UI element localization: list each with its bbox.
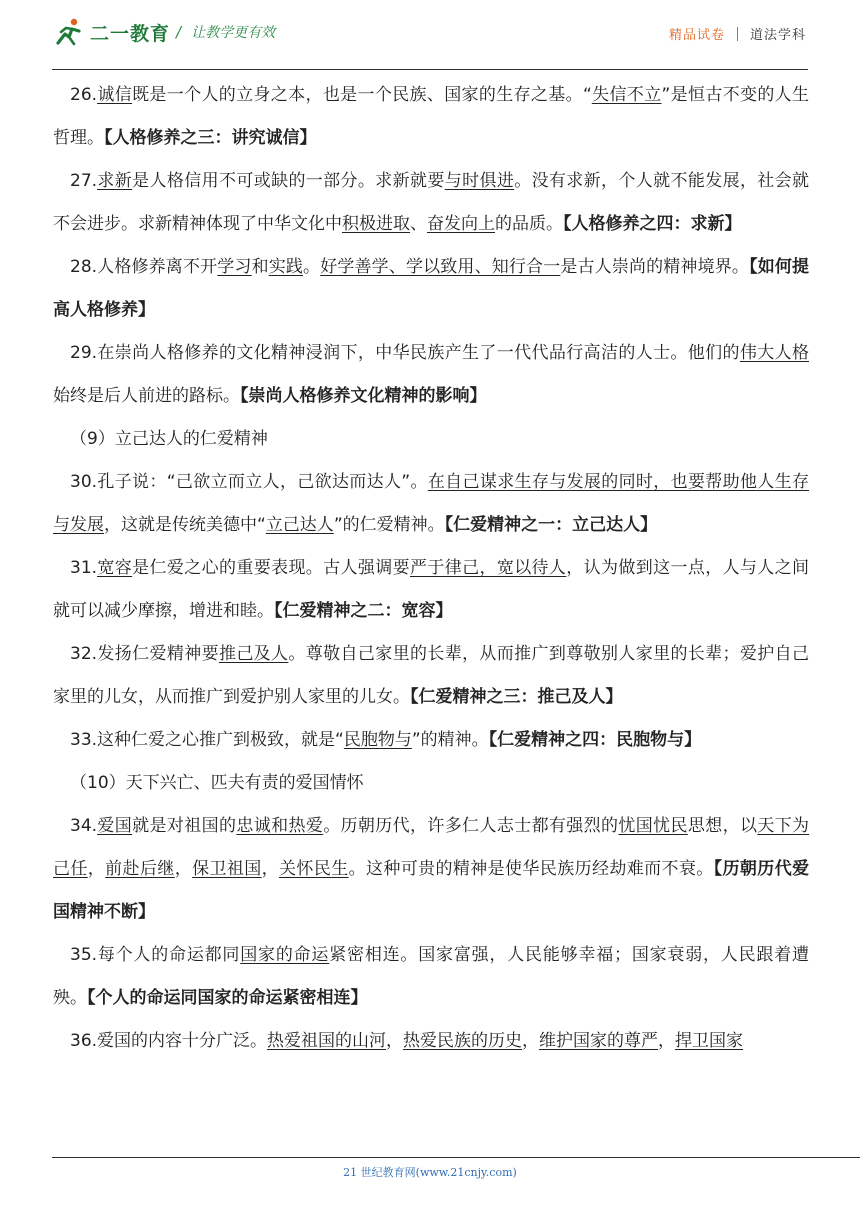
text-run: 。 bbox=[303, 257, 321, 277]
text-run: ， bbox=[386, 1031, 404, 1051]
text-run: 31. bbox=[70, 558, 98, 578]
text-run: 28.人格修养离不开 bbox=[70, 257, 218, 277]
text-run: ， bbox=[658, 1031, 676, 1051]
key-phrase: 积极进取 bbox=[342, 214, 410, 234]
key-phrase: 关怀民生 bbox=[279, 859, 349, 879]
section-tag: 【仁爱精神之三：推己及人】 bbox=[410, 687, 623, 707]
text-run: ，认为做到这一点，人与人之间就可以减少摩擦，增进和睦。 bbox=[53, 558, 810, 621]
logo-text: 二一教育 bbox=[90, 22, 171, 45]
key-phrase: 维护国家的尊严 bbox=[539, 1031, 659, 1051]
text-run: ， bbox=[174, 859, 193, 879]
key-phrase: 实践 bbox=[268, 257, 304, 277]
key-phrase: 宽容 bbox=[97, 558, 133, 578]
text-run: ”是恒古不变的人生哲理。 bbox=[53, 85, 810, 148]
paragraph bbox=[53, 633, 809, 719]
key-phrase: 诚信 bbox=[97, 85, 133, 105]
text-run: 35.每个人的命运都同 bbox=[70, 945, 241, 965]
paragraph bbox=[53, 762, 809, 805]
page-footer: 21 世纪教育网(www.21cnjy.com) bbox=[343, 1166, 517, 1179]
section-tag: 【如何提高人格修养】 bbox=[53, 257, 810, 320]
text-run: 。历朝历代，许多仁人志士都有强烈的 bbox=[323, 816, 619, 836]
header-rule bbox=[52, 69, 808, 70]
key-phrase: 保卫祖国 bbox=[192, 859, 262, 879]
runner-logo-icon bbox=[52, 17, 86, 47]
section-tag: 【仁爱精神之二：宽容】 bbox=[274, 601, 453, 621]
text-run: 是人格信用不可或缺的一部分。求新就要 bbox=[132, 171, 445, 191]
header-right bbox=[669, 24, 806, 43]
text-run: 的品质。 bbox=[495, 214, 563, 234]
paragraph bbox=[53, 547, 809, 633]
text-run: （10）天下兴亡、匹夫有责的爱国情怀 bbox=[70, 773, 364, 793]
paragraph bbox=[53, 246, 809, 332]
paragraph bbox=[53, 160, 809, 246]
section-tag: 【历朝历代爱国精神不断】 bbox=[53, 859, 810, 922]
document-body bbox=[53, 74, 809, 1063]
text-run: 是仁爱之心的重要表现。古人强调要 bbox=[132, 558, 410, 578]
paragraph bbox=[53, 74, 809, 160]
key-phrase: 爱国 bbox=[97, 816, 133, 836]
key-phrase: 忠诚和热爱 bbox=[236, 816, 324, 836]
text-run: 33.这种仁爱之心推广到极致，就是“ bbox=[70, 730, 344, 750]
text-run: 、 bbox=[410, 214, 427, 234]
key-phrase: 天下为己任 bbox=[53, 816, 810, 879]
slogan: 让教学更有效 bbox=[191, 25, 276, 41]
text-run: 26. bbox=[70, 85, 98, 105]
key-phrase: 推己及人 bbox=[218, 644, 289, 664]
key-phrase: 忧国忧民 bbox=[618, 816, 688, 836]
text-run: ”的仁爱精神。 bbox=[333, 515, 445, 535]
section-tag: 【仁爱精神之四：民胞物与】 bbox=[488, 730, 702, 750]
text-run: 34. bbox=[70, 816, 98, 836]
page-header bbox=[0, 0, 860, 70]
key-phrase: 捍卫国家 bbox=[675, 1031, 744, 1051]
text-run: ， bbox=[87, 859, 106, 879]
text-run: 36.爱国的内容十分广泛。 bbox=[70, 1031, 268, 1051]
text-run: 就是对祖国的 bbox=[132, 816, 237, 836]
section-tag: 【仁爱精神之一：立己达人】 bbox=[444, 515, 658, 535]
key-phrase: 前赴后继 bbox=[105, 859, 175, 879]
subject-label: 道法学科 bbox=[749, 28, 806, 43]
paragraph bbox=[53, 719, 809, 762]
text-run: 29.在崇尚人格修养的文化精神浸润下，中华民族产生了一代代品行高洁的人士。他们的 bbox=[70, 343, 740, 363]
text-run: 思想，以 bbox=[687, 816, 758, 836]
text-run: 既是一个人的立身之本，也是一个民族、国家的生存之基。“ bbox=[132, 85, 592, 105]
text-run: 。这种可贵的精神是使华民族历经劫难而不衰。 bbox=[348, 859, 714, 879]
key-phrase: 立己达人 bbox=[265, 515, 334, 535]
key-phrase: 伟大人格 bbox=[739, 343, 810, 363]
key-phrase: 严于律己，宽以待人 bbox=[410, 558, 567, 578]
text-run: ，这就是传统美德中“ bbox=[104, 515, 266, 535]
paragraph bbox=[53, 805, 809, 934]
key-phrase: 与时俱进 bbox=[444, 171, 515, 191]
slogan-separator: / bbox=[176, 23, 182, 41]
key-phrase: 求新 bbox=[97, 171, 133, 191]
text-run: ， bbox=[522, 1031, 540, 1051]
text-run: ”的精神。 bbox=[411, 730, 489, 750]
paragraph bbox=[53, 934, 809, 1020]
key-phrase: 失信不立 bbox=[591, 85, 662, 105]
footer-rule bbox=[52, 1157, 860, 1158]
key-phrase: 在自己谋求生存与发展的同时，也要帮助他人生存与发展 bbox=[53, 472, 809, 535]
paragraph bbox=[53, 418, 809, 461]
text-run: 32.发扬仁爱精神要 bbox=[70, 644, 219, 664]
section-tag: 【崇尚人格修养文化精神的影响】 bbox=[240, 386, 487, 406]
text-run: 27. bbox=[70, 171, 98, 191]
brand-logo bbox=[52, 14, 275, 50]
key-phrase: 热爱民族的历史 bbox=[403, 1031, 523, 1051]
key-phrase: 民胞物与 bbox=[343, 730, 412, 750]
key-phrase: 学习 bbox=[217, 257, 252, 277]
text-run: （9）立己达人的仁爱精神 bbox=[70, 429, 268, 449]
header-divider bbox=[737, 27, 738, 41]
section-tag: 【人格修养之四：求新】 bbox=[563, 214, 742, 234]
text-run: 和 bbox=[251, 257, 269, 277]
key-phrase: 国家的命运 bbox=[240, 945, 330, 965]
paragraph bbox=[53, 1020, 809, 1063]
paragraph bbox=[53, 332, 809, 418]
text-run: 。没有求新，个人就不能发展，社会就不会进步。求新精神体现了中华文化中 bbox=[53, 171, 810, 234]
text-run: 是古人崇尚的精神境界。 bbox=[560, 257, 750, 277]
paper-tag: 精品试卷 bbox=[668, 28, 725, 43]
key-phrase: 奋发向上 bbox=[427, 214, 495, 234]
text-run: 。尊敬自己家里的长辈，从而推广到尊敬别人家里的长辈；爱护自己家里的儿女，从而推广到爱护别人家里的儿女。 bbox=[53, 644, 809, 707]
section-tag: 【人格修养之三：讲究诚信】 bbox=[104, 128, 317, 148]
text-run: 30.孔子说：“己欲立而立人，己欲达而达人”。 bbox=[70, 472, 428, 492]
key-phrase: 热爱祖国的山河 bbox=[267, 1031, 387, 1051]
section-tag: 【个人的命运同国家的命运紧密相连】 bbox=[87, 988, 368, 1008]
paragraph bbox=[53, 461, 809, 547]
text-run: ， bbox=[261, 859, 280, 879]
text-run: 始终是后人前进的路标。 bbox=[53, 386, 240, 406]
text-run: 紧密相连。国家富强，人民能够幸福；国家衰弱，人民跟着遭殃。 bbox=[53, 945, 810, 1008]
key-phrase: 好学善学、学以致用、知行合一 bbox=[320, 257, 561, 277]
